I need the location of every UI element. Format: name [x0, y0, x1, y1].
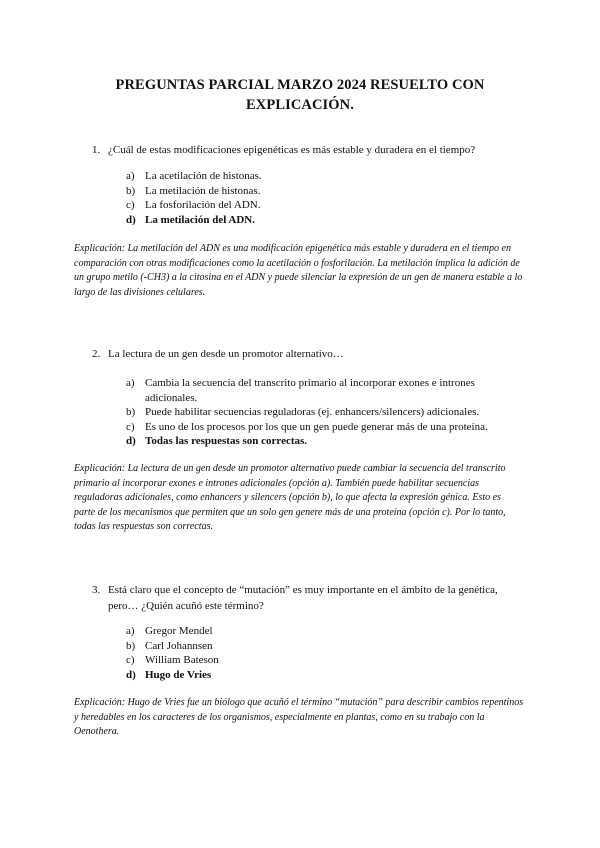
option-letter: c) [126, 420, 135, 433]
option-b [126, 639, 496, 654]
option-text: Todas las respuestas son correctas. [145, 435, 308, 448]
question-text: ¿Cuál de estas modificaciones epigenéticas es más estable y duradera en el tiempo? [108, 144, 476, 156]
option-d-correct [126, 668, 496, 683]
option-a [126, 169, 496, 184]
explanation-2: Explicación: La lectura de un gen desde un promotor alternativo puede cambiar la secuencia del transcrito primario al incorporar exones e intrones adicionales (opción a). También puede habilitar secuencias reguladoras adicionales, como enhancers y silencers (opción b), lo que afecta la expresión génica. Esto es parte de los mecanismos que permiten que un solo gen genere más de una proteína (opción c). Por lo tanto, todas las respuestas son correctas. [74, 463, 506, 533]
option-text: Puede habilitar secuencias reguladoras (ej. enhancers/silencers) adicionales. [145, 406, 480, 419]
option-letter: c) [126, 654, 135, 667]
option-letter: a) [126, 377, 135, 389]
option-a [126, 624, 496, 639]
option-letter: c) [126, 199, 135, 212]
option-letter: b) [126, 406, 136, 419]
option-b [126, 184, 496, 199]
option-b [126, 405, 496, 420]
option-text: La metilación de histonas. [145, 184, 261, 197]
option-a [126, 376, 496, 405]
option-d-correct [126, 213, 496, 228]
option-text: La fosforilación del ADN. [145, 199, 261, 212]
question-1 [92, 142, 512, 158]
option-text: La metilación del ADN. [145, 213, 255, 226]
option-letter: b) [126, 184, 136, 197]
question-number: 2. [92, 348, 101, 360]
option-letter: b) [126, 639, 136, 652]
option-d-correct [126, 434, 496, 449]
option-c [126, 420, 496, 435]
option-text: Gregor Mendel [145, 625, 213, 637]
question-2 [92, 346, 512, 362]
question-text: La lectura de un gen desde un promotor alternativo… [108, 348, 344, 360]
option-c [126, 198, 496, 213]
option-c [126, 653, 496, 668]
option-text: Es uno de los procesos por los que un gen puede generar más de una proteína. [145, 420, 488, 433]
option-text: William Bateson [145, 654, 219, 667]
option-text: Cambia la secuencia del transcrito primario al incorporar exones e intrones adicionales. [145, 377, 475, 404]
option-letter: d) [126, 668, 136, 681]
question-text: Está claro que el concepto de “mutación” es muy importante en el ámbito de la genética, pero… ¿Quién acuñó este término? [108, 584, 498, 612]
option-letter: d) [126, 213, 136, 226]
question-number: 3. [92, 584, 101, 596]
option-text: La acetilación de histonas. [145, 170, 262, 182]
page-title [0, 75, 600, 115]
option-letter: a) [126, 625, 135, 637]
title-line-1: PREGUNTAS PARCIAL MARZO 2024 RESUELTO CON [115, 77, 485, 93]
explanation-1: Explicación: La metilación del ADN es una modificación epigenética más estable y duradera en el tiempo en comparación con otras modificaciones como la acetilación o fosforilación. La metilación implica la adición de un grupo metilo (-CH3) a la citosina en el ADN y puede silenciar la expresión de un gen de manera estable a lo largo de las divisiones celulares. [74, 243, 523, 298]
question-3 [92, 582, 512, 614]
option-letter: a) [126, 170, 135, 182]
question-number: 1. [92, 144, 101, 156]
title-line-2: EXPLICACIÓN. [246, 97, 354, 113]
option-text: Carl Johannsen [145, 639, 213, 652]
options-list-2 [126, 376, 496, 449]
options-list-3 [126, 624, 496, 682]
explanation-3: Explicación: Hugo de Vries fue un biólogo que acuñó el término “mutación” para describir cambios repentinos y heredables en los caracteres de los organismos, especialmente en plantas, como en su trabajo con la Oenothera. [74, 697, 524, 738]
option-text: Hugo de Vries [145, 668, 212, 681]
options-list-1 [126, 169, 496, 227]
option-letter: d) [126, 435, 136, 448]
